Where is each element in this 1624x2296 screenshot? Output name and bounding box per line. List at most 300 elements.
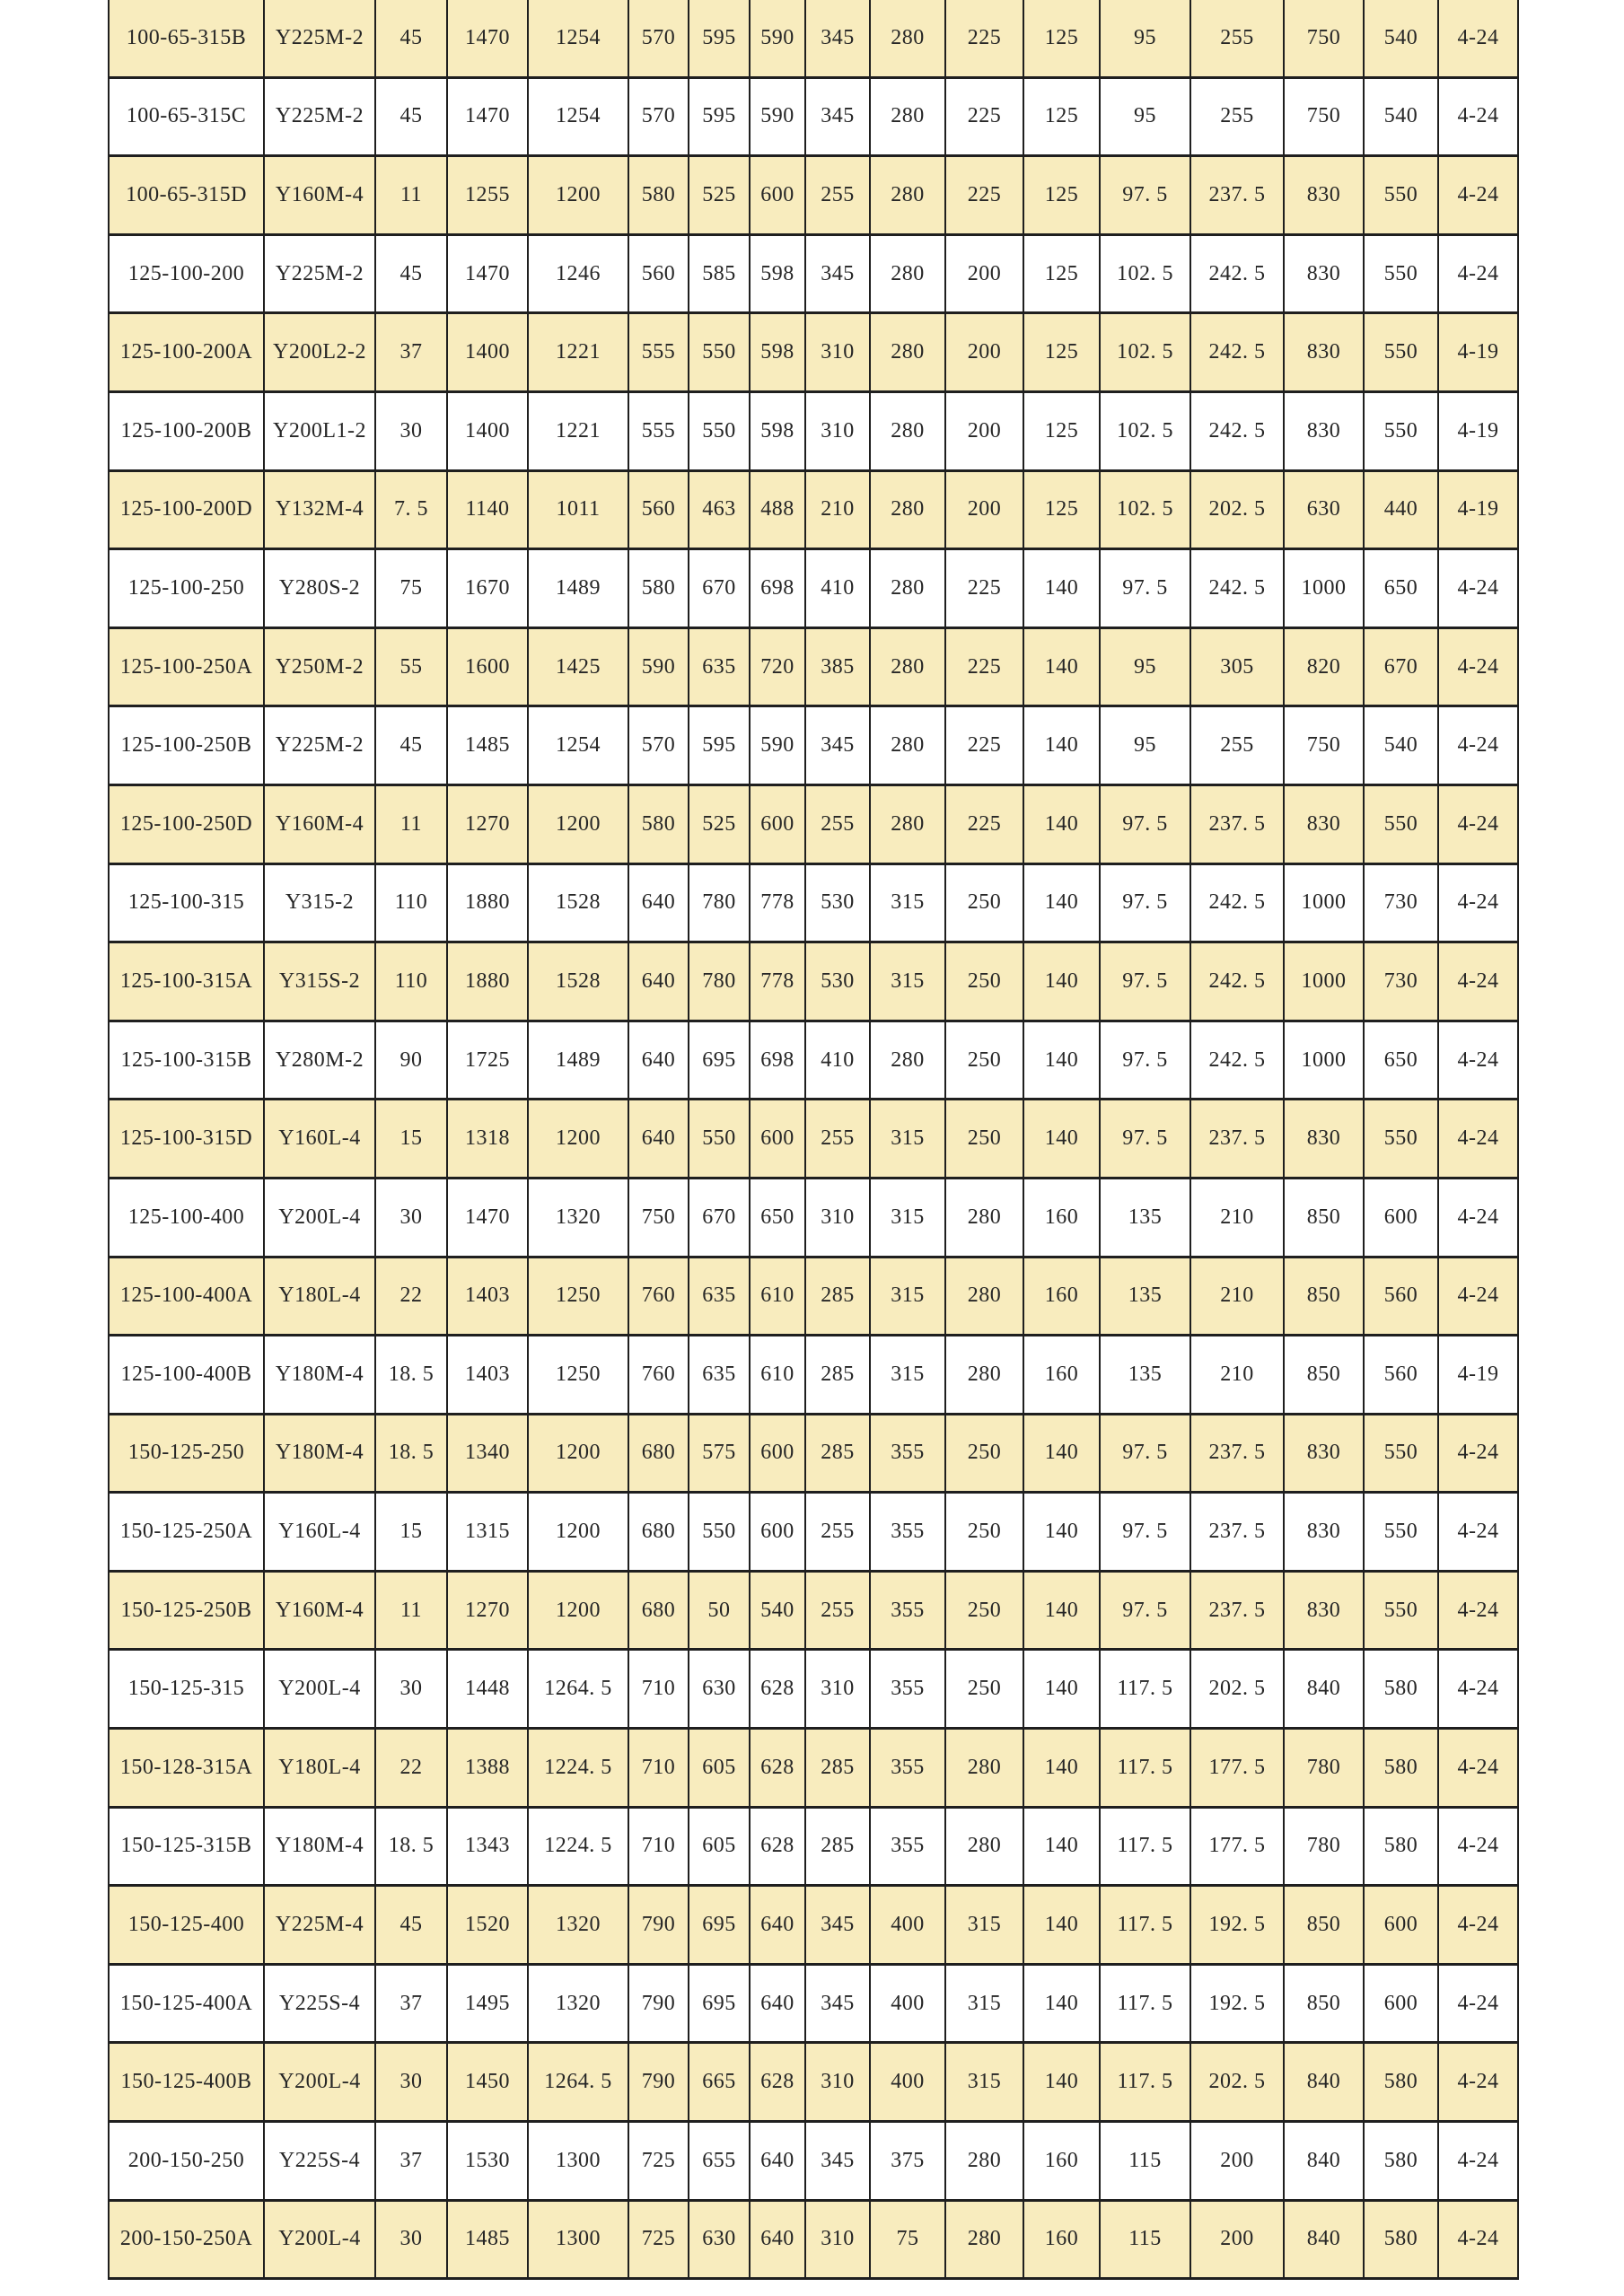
table-cell: 15 (375, 1493, 447, 1572)
table-cell: 525 (689, 784, 750, 863)
table-cell: Y200L-4 (264, 2043, 375, 2122)
table-cell: 355 (870, 1650, 945, 1729)
table-cell: 192. 5 (1190, 1964, 1284, 2043)
table-cell: 11 (375, 1571, 447, 1650)
table-cell: 160 (1023, 1257, 1100, 1336)
table-row (109, 706, 1518, 785)
table-row (109, 1964, 1518, 2043)
table-cell: 580 (1364, 1807, 1438, 1886)
table-cell: 7. 5 (375, 470, 447, 549)
table-cell: 237. 5 (1190, 784, 1284, 863)
table-cell: 242. 5 (1190, 863, 1284, 942)
table-cell: 45 (375, 0, 447, 77)
table-cell: 150-125-400B (109, 2043, 264, 2122)
table-cell: 150-125-250 (109, 1414, 264, 1493)
table-cell: 778 (750, 942, 805, 1021)
table-cell: 730 (1364, 863, 1438, 942)
table-cell: 125 (1023, 77, 1100, 156)
table-cell: 1000 (1284, 942, 1364, 1021)
table-cell: 1470 (447, 234, 528, 313)
table-cell: 4-19 (1438, 313, 1518, 392)
table-cell: 225 (945, 549, 1023, 628)
table-cell: 280 (945, 2200, 1023, 2279)
table-cell: 150-128-315A (109, 1729, 264, 1808)
table-cell: 280 (945, 1336, 1023, 1415)
table-cell: 100-65-315C (109, 77, 264, 156)
table-cell: 45 (375, 77, 447, 156)
table-cell: 202. 5 (1190, 2043, 1284, 2122)
table-cell: 790 (628, 1886, 689, 1965)
table-cell: 15 (375, 1100, 447, 1179)
table-cell: 4-24 (1438, 2200, 1518, 2279)
table-cell: 590 (750, 77, 805, 156)
table-cell: 150-125-400 (109, 1886, 264, 1965)
table-cell: 140 (1023, 1414, 1100, 1493)
table-cell: 4-24 (1438, 1414, 1518, 1493)
table-cell: 280 (945, 1807, 1023, 1886)
table-cell: Y160L-4 (264, 1100, 375, 1179)
table-cell: 315 (945, 2043, 1023, 2122)
table-cell: 310 (805, 1178, 870, 1257)
table-cell: 530 (805, 863, 870, 942)
table-cell: 117. 5 (1100, 2043, 1190, 2122)
table-cell: 698 (750, 549, 805, 628)
table-cell: 698 (750, 1021, 805, 1100)
table-cell: 140 (1023, 1493, 1100, 1572)
table-cell: 730 (1364, 942, 1438, 1021)
table-cell: 550 (1364, 1100, 1438, 1179)
table-cell: 255 (1190, 706, 1284, 785)
table-cell: 600 (750, 1414, 805, 1493)
table-cell: 4-24 (1438, 1100, 1518, 1179)
table-cell: 97. 5 (1100, 784, 1190, 863)
table-cell: 4-24 (1438, 77, 1518, 156)
table-cell: 410 (805, 1021, 870, 1100)
table-cell: 1000 (1284, 863, 1364, 942)
table-cell: 850 (1284, 1886, 1364, 1965)
table-cell: 242. 5 (1190, 1021, 1284, 1100)
table-cell: 125-100-315B (109, 1021, 264, 1100)
table-cell: 200 (945, 470, 1023, 549)
table-cell: 1725 (447, 1021, 528, 1100)
table-cell: 1224. 5 (528, 1807, 628, 1886)
table-cell: 280 (945, 1178, 1023, 1257)
table-cell: 850 (1284, 1964, 1364, 2043)
table-cell: 850 (1284, 1336, 1364, 1415)
table-cell: 18. 5 (375, 1807, 447, 1886)
table-cell: 125 (1023, 391, 1100, 470)
table-cell: 200-150-250 (109, 2122, 264, 2201)
table-cell: Y180M-4 (264, 1336, 375, 1415)
table-cell: 4-24 (1438, 1257, 1518, 1336)
table-cell: 200 (945, 234, 1023, 313)
table-cell: 4-24 (1438, 549, 1518, 628)
table-row (109, 391, 1518, 470)
table-cell: 550 (689, 1100, 750, 1179)
table-cell: 225 (945, 706, 1023, 785)
table-cell: 550 (1364, 234, 1438, 313)
table-cell: 385 (805, 627, 870, 706)
table-cell: 1470 (447, 77, 528, 156)
table-cell: 650 (1364, 1021, 1438, 1100)
table-cell: 280 (870, 627, 945, 706)
table-cell: 550 (1364, 313, 1438, 392)
table-cell: 95 (1100, 0, 1190, 77)
table-cell: 237. 5 (1190, 1414, 1284, 1493)
table-cell: 125-100-400B (109, 1336, 264, 1415)
table-cell: 640 (628, 863, 689, 942)
table-cell: 160 (1023, 2200, 1100, 2279)
table-cell: 97. 5 (1100, 156, 1190, 235)
table-cell: 125-100-250B (109, 706, 264, 785)
table-cell: 4-24 (1438, 627, 1518, 706)
table-cell: 525 (689, 156, 750, 235)
table-cell: 585 (689, 234, 750, 313)
table-cell: 540 (1364, 706, 1438, 785)
table-cell: 4-24 (1438, 2043, 1518, 2122)
table-cell: 202. 5 (1190, 470, 1284, 549)
table-cell: 135 (1100, 1257, 1190, 1336)
table-cell: 540 (1364, 0, 1438, 77)
table-cell: 242. 5 (1190, 549, 1284, 628)
table-cell: 1403 (447, 1257, 528, 1336)
table-cell: 102. 5 (1100, 234, 1190, 313)
table-cell: Y315-2 (264, 863, 375, 942)
table-cell: 50 (689, 1571, 750, 1650)
table-cell: 345 (805, 1964, 870, 2043)
table-cell: 1400 (447, 391, 528, 470)
table-cell: 710 (628, 1807, 689, 1886)
table-cell: 628 (750, 2043, 805, 2122)
table-cell: 280 (870, 470, 945, 549)
table-cell: 125-100-200 (109, 234, 264, 313)
table-cell: 780 (689, 863, 750, 942)
table-cell: 202. 5 (1190, 1650, 1284, 1729)
table-cell: 640 (750, 2122, 805, 2201)
table-cell: 695 (689, 1021, 750, 1100)
table-cell: 4-24 (1438, 1807, 1518, 1886)
table-cell: 97. 5 (1100, 1414, 1190, 1493)
table-cell: Y225S-4 (264, 2122, 375, 2201)
table-cell: 315 (870, 863, 945, 942)
table-cell: 680 (628, 1571, 689, 1650)
table-cell: 550 (1364, 1571, 1438, 1650)
table-cell: 97. 5 (1100, 1021, 1190, 1100)
table-cell: 225 (945, 0, 1023, 77)
table-cell: 1340 (447, 1414, 528, 1493)
table-cell: 37 (375, 1964, 447, 2043)
table-cell: Y180L-4 (264, 1257, 375, 1336)
table-cell: 210 (1190, 1178, 1284, 1257)
table-cell: 725 (628, 2122, 689, 2201)
table-cell: 1254 (528, 77, 628, 156)
table-row (109, 470, 1518, 549)
table-row (109, 784, 1518, 863)
table-cell: 125-100-200D (109, 470, 264, 549)
table-cell: 830 (1284, 1100, 1364, 1179)
table-cell: 160 (1023, 2122, 1100, 2201)
table-cell: 345 (805, 234, 870, 313)
table-cell: 550 (1364, 1414, 1438, 1493)
table-cell: 840 (1284, 2200, 1364, 2279)
table-cell: 140 (1023, 1886, 1100, 1965)
table-cell: 125-100-250A (109, 627, 264, 706)
table-cell: 150-125-250B (109, 1571, 264, 1650)
table-row (109, 2043, 1518, 2122)
table-cell: Y225M-2 (264, 0, 375, 77)
table-cell: 242. 5 (1190, 391, 1284, 470)
table-cell: 550 (1364, 156, 1438, 235)
table-cell: 140 (1023, 942, 1100, 1021)
table-cell: 1200 (528, 1493, 628, 1572)
table-cell: 4-24 (1438, 1571, 1518, 1650)
table-cell: Y315S-2 (264, 942, 375, 1021)
table-cell: 488 (750, 470, 805, 549)
table-cell: 4-24 (1438, 1650, 1518, 1729)
table-cell: 375 (870, 2122, 945, 2201)
table-cell: 1388 (447, 1729, 528, 1808)
table-cell: 30 (375, 1178, 447, 1257)
table-cell: 598 (750, 391, 805, 470)
table-cell: 4-24 (1438, 863, 1518, 942)
table-cell: 315 (870, 942, 945, 1021)
table-cell: 640 (628, 942, 689, 1021)
table-cell: 237. 5 (1190, 1100, 1284, 1179)
table-cell: 4-24 (1438, 1178, 1518, 1257)
table-row (109, 1021, 1518, 1100)
table-cell: 400 (870, 1886, 945, 1965)
table-cell: 830 (1284, 1493, 1364, 1572)
table-cell: 605 (689, 1729, 750, 1808)
table-cell: 200 (945, 313, 1023, 392)
table-cell: 750 (1284, 77, 1364, 156)
table-cell: 125-100-200B (109, 391, 264, 470)
table-row (109, 1650, 1518, 1729)
table-cell: 830 (1284, 156, 1364, 235)
table-cell: 695 (689, 1886, 750, 1965)
table-cell: 160 (1023, 1336, 1100, 1415)
table-cell: 1495 (447, 1964, 528, 2043)
table-cell: 1425 (528, 627, 628, 706)
table-cell: 760 (628, 1257, 689, 1336)
table-cell: 1670 (447, 549, 528, 628)
table-cell: 125 (1023, 470, 1100, 549)
table-cell: 310 (805, 391, 870, 470)
table-cell: 285 (805, 1414, 870, 1493)
table-cell: 280 (870, 549, 945, 628)
table-cell: Y225M-2 (264, 234, 375, 313)
table-cell: Y180M-4 (264, 1807, 375, 1886)
table-cell: 580 (1364, 1729, 1438, 1808)
table-cell: 670 (689, 549, 750, 628)
table-cell: 110 (375, 942, 447, 1021)
table-cell: 192. 5 (1190, 1886, 1284, 1965)
table-cell: Y250M-2 (264, 627, 375, 706)
table-cell: 117. 5 (1100, 1729, 1190, 1808)
table-cell: 255 (805, 1493, 870, 1572)
table-cell: 635 (689, 627, 750, 706)
table-cell: 125-100-200A (109, 313, 264, 392)
table-cell: 4-24 (1438, 2122, 1518, 2201)
table-cell: 628 (750, 1807, 805, 1886)
table-cell: 1403 (447, 1336, 528, 1415)
table-cell: 1450 (447, 2043, 528, 2122)
table-cell: 1264. 5 (528, 1650, 628, 1729)
table-cell: 280 (870, 706, 945, 785)
table-cell: 640 (628, 1021, 689, 1100)
table-row (109, 313, 1518, 392)
table-cell: 95 (1100, 706, 1190, 785)
table-cell: 97. 5 (1100, 549, 1190, 628)
table-cell: 780 (1284, 1729, 1364, 1808)
table-cell: Y160M-4 (264, 784, 375, 863)
table-cell: 200-150-250A (109, 2200, 264, 2279)
table-cell: 100-65-315B (109, 0, 264, 77)
table-cell: 140 (1023, 627, 1100, 706)
table-row (109, 1729, 1518, 1808)
table-cell: 560 (1364, 1336, 1438, 1415)
table-cell: 315 (870, 1336, 945, 1415)
table-cell: 110 (375, 863, 447, 942)
table-cell: Y225M-2 (264, 706, 375, 785)
table-cell: 97. 5 (1100, 1100, 1190, 1179)
table-cell: 280 (945, 1729, 1023, 1808)
table-cell: 97. 5 (1100, 1571, 1190, 1650)
table-cell: 117. 5 (1100, 1886, 1190, 1965)
table-cell: 140 (1023, 1964, 1100, 2043)
table-cell: 1000 (1284, 549, 1364, 628)
table-cell: 600 (750, 1100, 805, 1179)
table-cell: 135 (1100, 1336, 1190, 1415)
table-cell: 30 (375, 2200, 447, 2279)
table-cell: 610 (750, 1336, 805, 1415)
table-cell: 1880 (447, 942, 528, 1021)
table-cell: 95 (1100, 627, 1190, 706)
table-cell: 575 (689, 1414, 750, 1493)
table-cell: 4-19 (1438, 391, 1518, 470)
table-cell: 1528 (528, 863, 628, 942)
table-cell: 550 (1364, 784, 1438, 863)
table-cell: 160 (1023, 1178, 1100, 1257)
table-cell: 125-100-400 (109, 1178, 264, 1257)
table-cell: 760 (628, 1336, 689, 1415)
table-cell: 22 (375, 1729, 447, 1808)
table-cell: 200 (1190, 2200, 1284, 2279)
table-cell: 250 (945, 1021, 1023, 1100)
table-cell: 790 (628, 2043, 689, 2122)
table-cell: 310 (805, 2200, 870, 2279)
table-cell: 610 (750, 1257, 805, 1336)
table-cell: 315 (945, 1964, 1023, 2043)
table-cell: 250 (945, 942, 1023, 1021)
table-cell: 750 (628, 1178, 689, 1257)
table-cell: 1246 (528, 234, 628, 313)
table-cell: 630 (689, 2200, 750, 2279)
table-cell: 1343 (447, 1807, 528, 1886)
table-cell: 125-100-250D (109, 784, 264, 863)
table-cell: 280 (870, 0, 945, 77)
table-cell: 4-24 (1438, 942, 1518, 1021)
table-row (109, 2122, 1518, 2201)
table-cell: Y160L-4 (264, 1493, 375, 1572)
table-cell: 225 (945, 77, 1023, 156)
table-row (109, 1336, 1518, 1415)
table-cell: 670 (1364, 627, 1438, 706)
table-cell: 100-65-315D (109, 156, 264, 235)
table-cell: 1255 (447, 156, 528, 235)
table-cell: 4-24 (1438, 784, 1518, 863)
table-row (109, 156, 1518, 235)
table-cell: 97. 5 (1100, 942, 1190, 1021)
table-cell: 830 (1284, 313, 1364, 392)
table-cell: 140 (1023, 1729, 1100, 1808)
table-cell: 780 (689, 942, 750, 1021)
table-cell: 635 (689, 1257, 750, 1336)
table-cell: 4-24 (1438, 706, 1518, 785)
table-cell: 11 (375, 156, 447, 235)
table-cell: 600 (1364, 1178, 1438, 1257)
table-cell: 600 (1364, 1886, 1438, 1965)
table-cell: 345 (805, 77, 870, 156)
table-cell: 1300 (528, 2122, 628, 2201)
table-row (109, 1178, 1518, 1257)
table-cell: 830 (1284, 391, 1364, 470)
table-cell: 225 (945, 784, 1023, 863)
table-cell: 1250 (528, 1336, 628, 1415)
table-row (109, 627, 1518, 706)
table-cell: 140 (1023, 1571, 1100, 1650)
table-cell: 850 (1284, 1178, 1364, 1257)
table-cell: Y160M-4 (264, 156, 375, 235)
table-cell: 345 (805, 1886, 870, 1965)
table-cell: 18. 5 (375, 1336, 447, 1415)
table-cell: 125 (1023, 156, 1100, 235)
table-cell: 605 (689, 1807, 750, 1886)
table-cell: 135 (1100, 1178, 1190, 1257)
table-row (109, 234, 1518, 313)
table-cell: 750 (1284, 0, 1364, 77)
table-cell: 30 (375, 1650, 447, 1729)
table-cell: 115 (1100, 2200, 1190, 2279)
table-row (109, 1414, 1518, 1493)
table-cell: Y200L-4 (264, 1650, 375, 1729)
table-cell: 4-19 (1438, 1336, 1518, 1415)
table-cell: 255 (1190, 0, 1284, 77)
table-cell: 210 (1190, 1257, 1284, 1336)
table-cell: 18. 5 (375, 1414, 447, 1493)
table-cell: 840 (1284, 2122, 1364, 2201)
table-cell: 840 (1284, 1650, 1364, 1729)
table-cell: 830 (1284, 1571, 1364, 1650)
table-cell: 790 (628, 1964, 689, 2043)
table-cell: 315 (870, 1257, 945, 1336)
table-cell: 463 (689, 470, 750, 549)
table-cell: 650 (750, 1178, 805, 1257)
table-cell: 225 (945, 156, 1023, 235)
table-cell: 45 (375, 706, 447, 785)
table-cell: 560 (1364, 1257, 1438, 1336)
table-cell: 530 (805, 942, 870, 1021)
table-cell: 140 (1023, 1021, 1100, 1100)
table-cell: 780 (1284, 1807, 1364, 1886)
table-cell: 200 (1190, 2122, 1284, 2201)
table-cell: 590 (750, 0, 805, 77)
table-cell: 580 (628, 784, 689, 863)
table-cell: 1200 (528, 156, 628, 235)
table-cell: 310 (805, 1650, 870, 1729)
table-cell: 600 (750, 784, 805, 863)
table-cell: 560 (628, 234, 689, 313)
